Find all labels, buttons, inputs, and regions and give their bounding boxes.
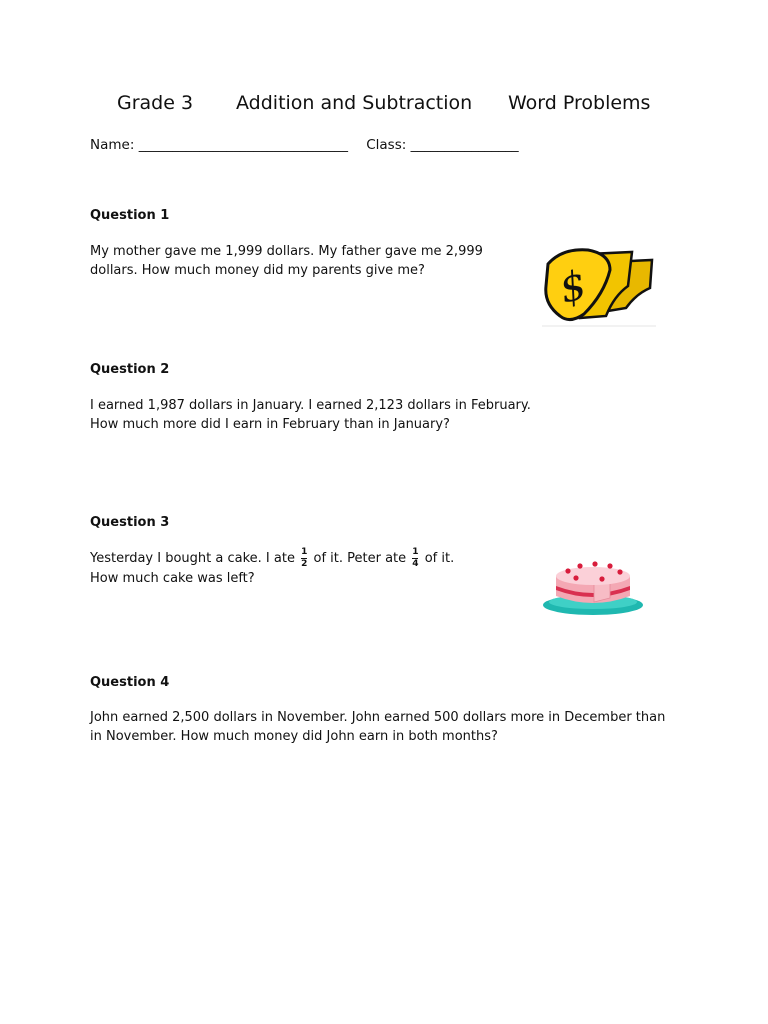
fraction-one-quarter	[412, 548, 418, 569]
question-3-text-c: of it.	[424, 551, 455, 566]
fraction-one-half	[301, 548, 307, 569]
svg-text:$: $	[555, 261, 591, 313]
fraction-2-numerator: 1	[412, 547, 419, 557]
question-2-text	[90, 396, 531, 434]
question-3-text-b: of it. Peter ate	[313, 551, 407, 566]
question-4-heading: Question 4	[90, 675, 170, 690]
fraction-1-numerator: 1	[301, 547, 308, 557]
class-label: Class:	[366, 137, 407, 153]
question-4-line-1: John earned 2,500 dollars in November. John earned 500 dollars more in December than	[90, 710, 666, 725]
name-blank: _______________________________	[138, 137, 348, 153]
question-3-text-a: Yesterday I bought a cake. I ate	[90, 551, 295, 566]
question-4-line-2: in November. How much money did John earn in both months?	[90, 729, 498, 744]
question-3-line-2: How much cake was left?	[90, 571, 255, 586]
question-4-text	[90, 708, 665, 746]
cake-icon	[540, 556, 646, 620]
student-info-line	[90, 137, 519, 153]
question-1-line-2: dollars. How much money did my parents give me?	[90, 263, 425, 278]
question-1-text	[90, 242, 483, 280]
question-1-line-1: My mother gave me 1,999 dollars. My father gave me 2,999	[90, 244, 483, 259]
question-1-heading: Question 1	[90, 208, 170, 223]
worksheet-kind-label: Word Problems	[508, 92, 651, 114]
question-3-line-1	[90, 548, 454, 569]
name-label: Name:	[90, 137, 135, 153]
question-2-heading: Question 2	[90, 362, 170, 377]
question-2-line-2: How much more did I earn in February than in January?	[90, 417, 450, 432]
money-icon	[540, 242, 658, 328]
fraction-2-denominator: 4	[412, 559, 419, 569]
question-3-text	[90, 548, 454, 588]
topic-label: Addition and Subtraction	[236, 92, 473, 114]
grade-label: Grade 3	[117, 92, 194, 114]
question-3-heading: Question 3	[90, 515, 170, 530]
question-2-line-1: I earned 1,987 dollars in January. I earned 2,123 dollars in February.	[90, 398, 531, 413]
fraction-1-denominator: 2	[301, 559, 308, 569]
class-blank: ________________	[410, 137, 519, 153]
worksheet-title	[0, 92, 768, 122]
